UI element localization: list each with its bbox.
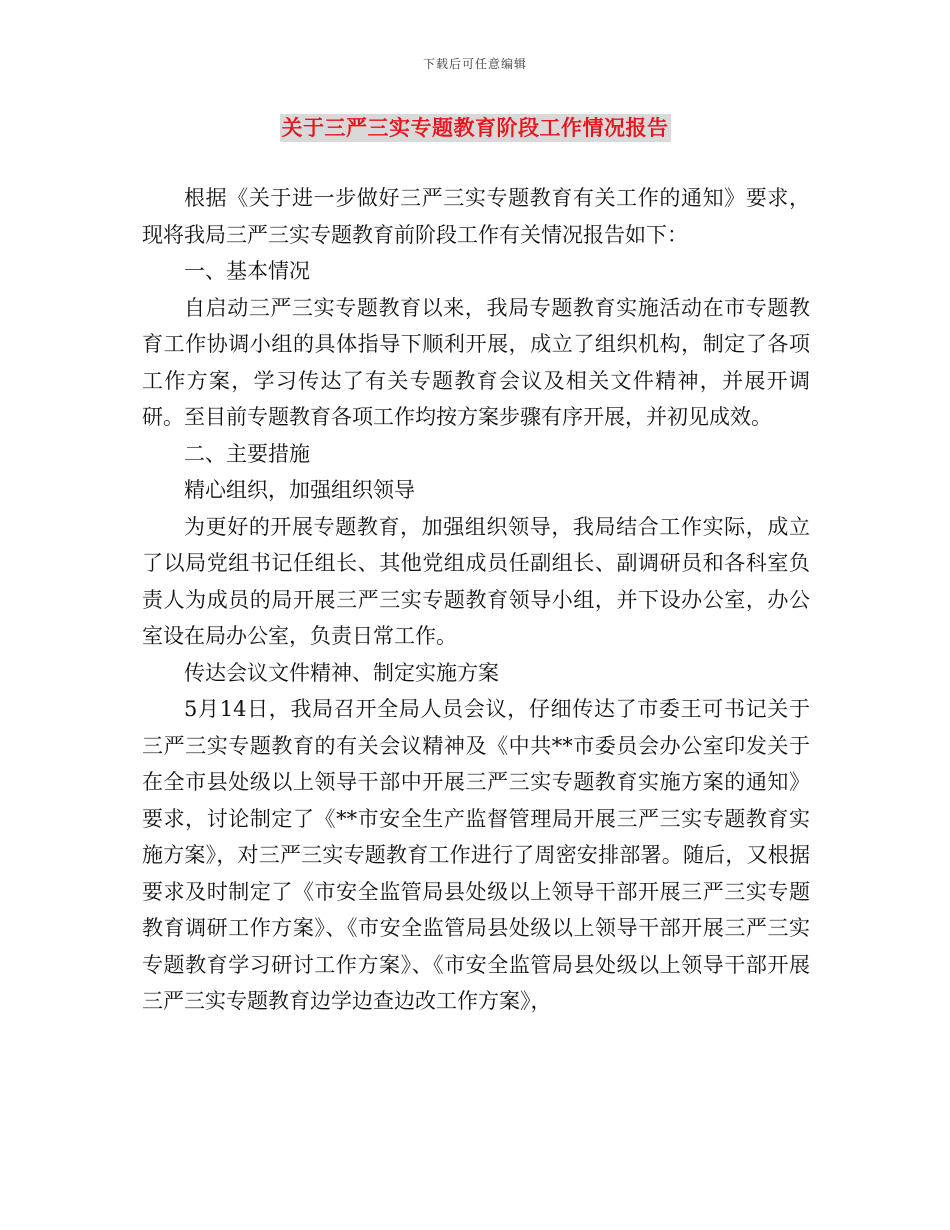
section-heading-measures: 二、主要措施 bbox=[184, 441, 310, 466]
header-note: 下载后可任意编辑 bbox=[422, 57, 527, 71]
document-body bbox=[142, 180, 810, 1020]
section-heading-basic: 一、基本情况 bbox=[184, 259, 310, 283]
paragraph-organization: 为更好的开展专题教育，加强组织领导，我局结合工作实际，成立了以局党组书记任组长、其他党组成员任副组长、副调研员和各科室负责人为成员的局开展三严三实专题教育领导小组，并下设办公室，办公室设在局办公室，负责日常工作。 bbox=[142, 514, 810, 648]
subheading-meeting: 传达会议文件精神、制定实施方案 bbox=[184, 660, 499, 685]
subheading-organization: 精心组织，加强组织领导 bbox=[184, 478, 415, 502]
document-title: 关于三严三实专题教育阶段工作情况报告 bbox=[281, 115, 669, 140]
title-container bbox=[0, 114, 950, 142]
paragraph-intro: 根据《关于进一步做好三严三实专题教育有关工作的通知》要求，现将我局三严三实专题教育前阶段工作有关情况报告如下： bbox=[142, 186, 810, 247]
paragraph-basic: 自启动三严三实专题教育以来，我局专题教育实施活动在市专题教育工作协调小组的具体指导下顺利开展，成立了组织机构，制定了各项工作方案，学习传达了有关专题教育会议及相关文件精神，并展开调研。至目前专题教育各项工作均按方案步骤有序开展，并初见成效。 bbox=[142, 295, 810, 429]
paragraph-meeting: 5月14日，我局召开全局人员会议，仔细传达了市委王可书记关于三严三实专题教育的有关会议精神及《中共**市委员会办公室印发关于在全市县处级以上领导干部中开展三严三实专题教育实施方案的通知》要求，讨论制定了《**市安全生产监督管理局开展三严三实专题教育实施方案》，对三严三实专题教育工作进行了周密安排部署。随后，又根据要求及时制定了《市安全监管局县处级以上领导干部开展三严三实专题教育调研工作方案》、《市安全监管局县处级以上领导干部开展三严三实专题教育学习研讨工作方案》、《市安全监管局县处级以上领导干部开展三严三实专题教育边学边查边改工作方案》， bbox=[142, 697, 810, 1013]
